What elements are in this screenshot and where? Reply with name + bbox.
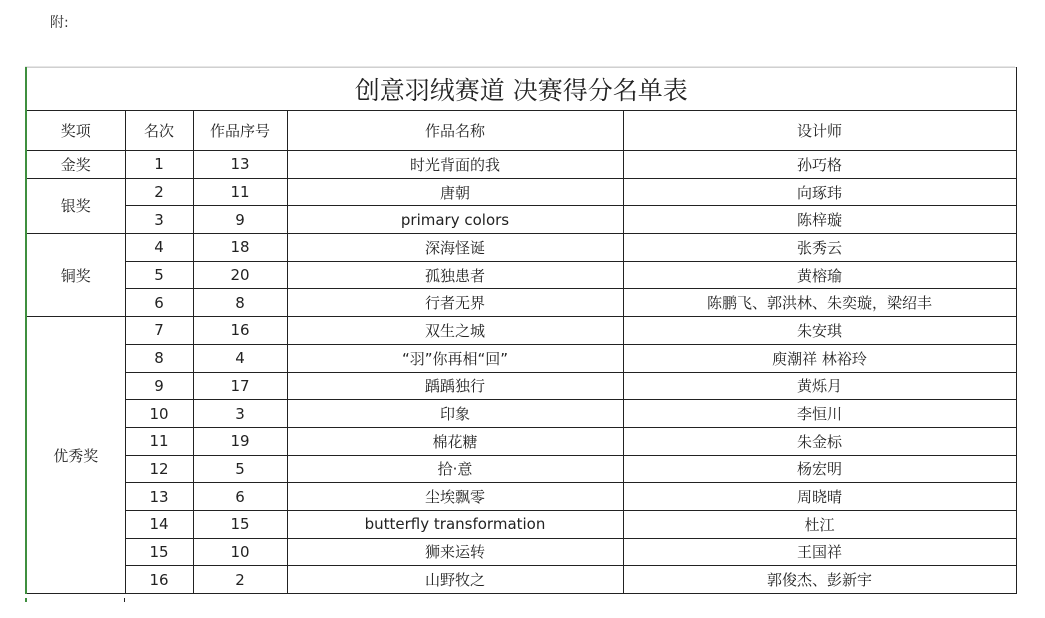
work-name-cell: 深海怪诞 (287, 234, 623, 262)
rank-cell: 3 (125, 206, 193, 234)
entry-no-cell: 17 (193, 372, 287, 400)
designer-cell: 黄榕瑜 (623, 261, 1016, 289)
entry-no-cell: 20 (193, 261, 287, 289)
work-name-cell: 山野牧之 (287, 566, 623, 594)
table-title-row (26, 68, 1016, 111)
entry-no-cell: 19 (193, 427, 287, 455)
rank-cell: 9 (125, 372, 193, 400)
header-designer: 设计师 (623, 111, 1016, 151)
table-row (26, 372, 1016, 400)
rank-cell: 5 (125, 261, 193, 289)
designer-cell: 孙巧格 (623, 151, 1016, 179)
work-name-cell: primary colors (287, 206, 623, 234)
table-row (26, 483, 1016, 511)
work-name-cell: 行者无界 (287, 289, 623, 317)
work-name-cell: “羽”你再相“回” (287, 344, 623, 372)
entry-no-cell: 6 (193, 483, 287, 511)
header-rank: 名次 (125, 111, 193, 151)
rank-cell: 2 (125, 178, 193, 206)
award-cell-bronze: 铜奖 (26, 234, 125, 317)
header-award: 奖项 (26, 111, 125, 151)
entry-no-cell: 4 (193, 344, 287, 372)
table-title: 创意羽绒赛道 决赛得分名单表 (26, 68, 1016, 111)
entry-no-cell: 11 (193, 178, 287, 206)
work-name-cell: 双生之城 (287, 317, 623, 345)
work-name-cell: 踽踽独行 (287, 372, 623, 400)
table-row (26, 234, 1016, 262)
table-row (26, 206, 1016, 234)
table-row (26, 151, 1016, 179)
designer-cell: 张秀云 (623, 234, 1016, 262)
sheet-left-edge-stub (25, 598, 27, 602)
work-name-cell: 时光背面的我 (287, 151, 623, 179)
designer-cell: 周晓晴 (623, 483, 1016, 511)
designer-cell: 黄烁月 (623, 372, 1016, 400)
attachment-label: 附: (50, 15, 69, 31)
table-row (26, 261, 1016, 289)
entry-no-cell: 3 (193, 400, 287, 428)
designer-cell: 杜江 (623, 510, 1016, 538)
header-work-name: 作品名称 (287, 111, 623, 151)
table-row (26, 538, 1016, 566)
final-score-table (25, 67, 1017, 594)
table-row (26, 317, 1016, 345)
designer-cell: 郭俊杰、彭新宇 (623, 566, 1016, 594)
table-row (26, 510, 1016, 538)
work-name-cell: 狮来运转 (287, 538, 623, 566)
entry-no-cell: 13 (193, 151, 287, 179)
entry-no-cell: 8 (193, 289, 287, 317)
designer-cell: 杨宏明 (623, 455, 1016, 483)
column-divider-stub (124, 598, 125, 602)
designer-cell: 向琢玮 (623, 178, 1016, 206)
designer-cell: 王国祥 (623, 538, 1016, 566)
designer-cell: 庾潮祥 林裕玲 (623, 344, 1016, 372)
entry-no-cell: 18 (193, 234, 287, 262)
work-name-cell: butterfly transformation (287, 510, 623, 538)
rank-cell: 14 (125, 510, 193, 538)
header-entry-no: 作品序号 (193, 111, 287, 151)
rank-cell: 4 (125, 234, 193, 262)
designer-cell: 朱金标 (623, 427, 1016, 455)
rank-cell: 1 (125, 151, 193, 179)
table-row (26, 344, 1016, 372)
entry-no-cell: 15 (193, 510, 287, 538)
entry-no-cell: 2 (193, 566, 287, 594)
rank-cell: 15 (125, 538, 193, 566)
rank-cell: 7 (125, 317, 193, 345)
rank-cell: 12 (125, 455, 193, 483)
designer-cell: 陈鹏飞、郭洪林、朱奕璇，梁绍丰 (623, 289, 1016, 317)
table-row (26, 178, 1016, 206)
designer-cell: 朱安琪 (623, 317, 1016, 345)
work-name-cell: 唐朝 (287, 178, 623, 206)
rank-cell: 11 (125, 427, 193, 455)
entry-no-cell: 10 (193, 538, 287, 566)
table-row (26, 400, 1016, 428)
award-cell-excellence: 优秀奖 (26, 317, 125, 594)
rank-cell: 13 (125, 483, 193, 511)
entry-no-cell: 16 (193, 317, 287, 345)
designer-cell: 陈梓璇 (623, 206, 1016, 234)
designer-cell: 李恒川 (623, 400, 1016, 428)
award-cell-gold: 金奖 (26, 151, 125, 179)
rank-cell: 6 (125, 289, 193, 317)
table-row (26, 289, 1016, 317)
table-row (26, 566, 1016, 594)
award-cell-silver: 银奖 (26, 178, 125, 233)
work-name-cell: 拾·意 (287, 455, 623, 483)
work-name-cell: 孤独患者 (287, 261, 623, 289)
rank-cell: 16 (125, 566, 193, 594)
table-header-row (26, 111, 1016, 151)
table-row (26, 427, 1016, 455)
work-name-cell: 印象 (287, 400, 623, 428)
work-name-cell: 棉花糖 (287, 427, 623, 455)
rank-cell: 10 (125, 400, 193, 428)
work-name-cell: 尘埃飘零 (287, 483, 623, 511)
entry-no-cell: 9 (193, 206, 287, 234)
score-sheet (25, 67, 1015, 594)
rank-cell: 8 (125, 344, 193, 372)
entry-no-cell: 5 (193, 455, 287, 483)
table-row (26, 455, 1016, 483)
